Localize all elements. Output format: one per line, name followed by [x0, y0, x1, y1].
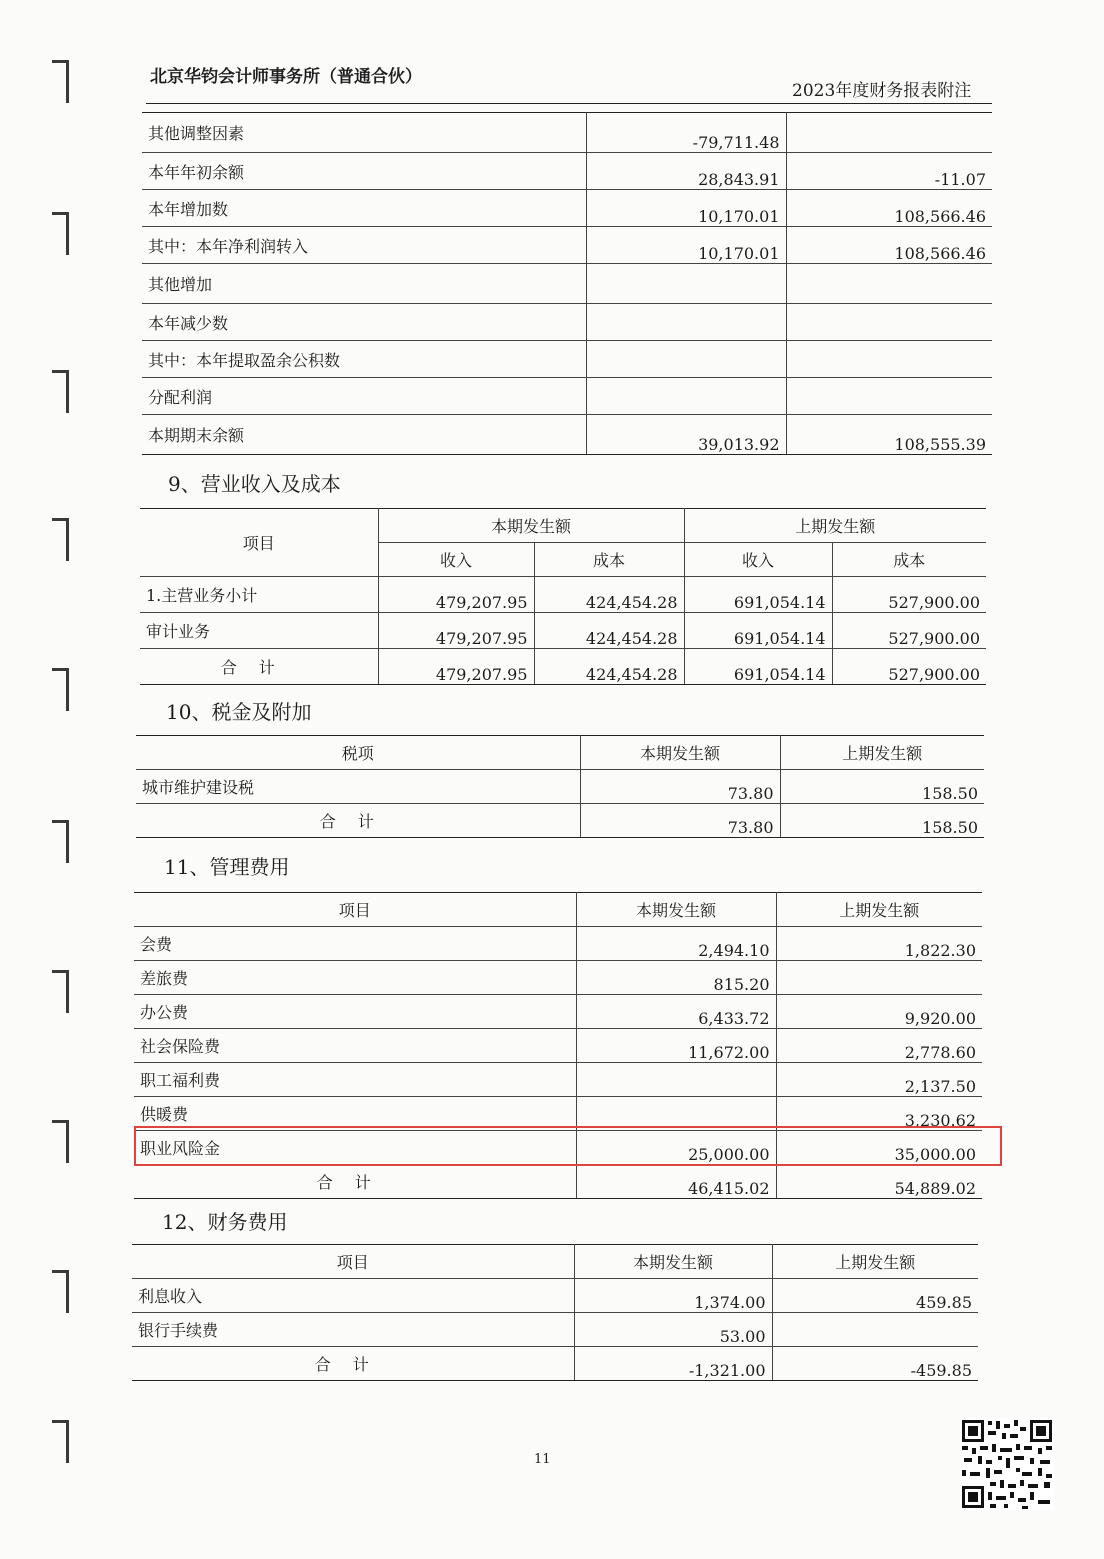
binder-mark	[52, 970, 69, 1013]
prior-value: -11.07	[786, 153, 992, 190]
section-title-admin: 11、管理费用	[164, 855, 290, 879]
prior-value: 108,555.39	[786, 415, 992, 455]
current-value: 53.00	[574, 1313, 772, 1347]
prior-value: 108,566.46	[786, 227, 992, 264]
current-value: 10,170.01	[586, 227, 786, 264]
section-title-taxes: 10、税金及附加	[166, 700, 312, 724]
prior-value	[786, 378, 992, 415]
current-value: -79,711.48	[586, 113, 786, 153]
column-header-prior: 上期发生额	[684, 509, 986, 543]
total-label: 合计	[136, 804, 580, 838]
current-value: -1,321.00	[574, 1347, 772, 1381]
binder-mark	[52, 212, 69, 255]
table-row	[142, 304, 992, 341]
row-label: 本年减少数	[142, 304, 586, 341]
column-header-item: 税项	[136, 736, 580, 770]
row-label: 其他增加	[142, 264, 586, 304]
row-label: 供暖费	[134, 1097, 576, 1131]
row-label: 本年年初余额	[142, 153, 586, 190]
table-row	[132, 1279, 978, 1313]
table-row	[142, 153, 992, 190]
prior-value	[786, 341, 992, 378]
current-value: 25,000.00	[576, 1131, 776, 1165]
section-title-finance: 12、财务费用	[162, 1210, 288, 1234]
table-row	[142, 190, 992, 227]
column-header-prior: 上期发生额	[776, 893, 982, 927]
prior-cost: 527,900.00	[832, 649, 986, 685]
section-title-revenue: 9、营业收入及成本	[168, 472, 341, 496]
current-value: 11,672.00	[576, 1029, 776, 1063]
binder-mark	[52, 668, 69, 711]
binder-mark	[52, 1420, 69, 1463]
table-row	[132, 1313, 978, 1347]
header-row	[136, 736, 984, 770]
binder-mark	[52, 370, 69, 413]
prior-value	[786, 264, 992, 304]
taxes-table	[136, 735, 984, 838]
column-header-cost: 成本	[534, 543, 684, 577]
firm-name: 北京华钧会计师事务所（普通合伙）	[150, 67, 422, 87]
table-row	[134, 927, 982, 961]
row-label: 利息收入	[132, 1279, 574, 1313]
prior-income: 691,054.14	[684, 649, 832, 685]
prior-value	[776, 961, 982, 995]
current-value: 39,013.92	[586, 415, 786, 455]
table-row	[134, 1063, 982, 1097]
current-value: 73.80	[580, 804, 780, 838]
row-label: 社会保险费	[134, 1029, 576, 1063]
prior-value: 54,889.02	[776, 1165, 982, 1199]
current-value	[586, 341, 786, 378]
row-label: 其他调整因素	[142, 113, 586, 153]
current-value: 6,433.72	[576, 995, 776, 1029]
current-income: 479,207.95	[378, 649, 534, 685]
prior-value: 459.85	[772, 1279, 978, 1313]
equity-table	[142, 112, 992, 455]
row-label: 银行手续费	[132, 1313, 574, 1347]
column-header-prior: 上期发生额	[772, 1245, 978, 1279]
column-header-current: 本期发生额	[378, 509, 684, 543]
column-header-current: 本期发生额	[574, 1245, 772, 1279]
row-label: 职业风险金	[134, 1131, 576, 1165]
prior-value	[772, 1313, 978, 1347]
prior-value: 2,137.50	[776, 1063, 982, 1097]
prior-value	[786, 304, 992, 341]
row-label: 本期期末余额	[142, 415, 586, 455]
column-header-income: 收入	[378, 543, 534, 577]
table-row	[134, 1165, 982, 1199]
column-header-item: 项目	[134, 893, 576, 927]
column-header-current: 本期发生额	[580, 736, 780, 770]
prior-value: 2,778.60	[776, 1029, 982, 1063]
current-value: 1,374.00	[574, 1279, 772, 1313]
table-row	[142, 415, 992, 455]
current-income: 479,207.95	[378, 613, 534, 649]
binder-mark	[52, 60, 69, 103]
row-label: 分配利润	[142, 378, 586, 415]
current-value: 46,415.02	[576, 1165, 776, 1199]
current-value	[586, 304, 786, 341]
current-value	[586, 264, 786, 304]
finance-table	[132, 1244, 978, 1381]
prior-income: 691,054.14	[684, 613, 832, 649]
row-label: 其中：本年净利润转入	[142, 227, 586, 264]
current-value	[586, 378, 786, 415]
total-label: 合计	[134, 1165, 576, 1199]
prior-value: 158.50	[780, 804, 984, 838]
binder-mark	[52, 1270, 69, 1313]
header-row	[134, 893, 982, 927]
highlight-box	[134, 1126, 1002, 1166]
table-row	[140, 649, 986, 685]
header-rule	[146, 103, 992, 104]
table-row	[136, 770, 984, 804]
table-row	[134, 1029, 982, 1063]
column-header-cost: 成本	[832, 543, 986, 577]
table-row	[142, 341, 992, 378]
current-value: 815.20	[576, 961, 776, 995]
header-row	[140, 509, 986, 543]
current-value: 10,170.01	[586, 190, 786, 227]
header-row	[132, 1245, 978, 1279]
column-header-income: 收入	[684, 543, 832, 577]
revenue-table	[140, 508, 986, 685]
current-value: 73.80	[580, 770, 780, 804]
prior-cost: 527,900.00	[832, 613, 986, 649]
table-row	[140, 613, 986, 649]
prior-value: 35,000.00	[776, 1131, 982, 1165]
table-row	[136, 804, 984, 838]
report-title: 2023年度财务报表附注	[792, 81, 972, 101]
row-label: 差旅费	[134, 961, 576, 995]
binder-mark	[52, 820, 69, 863]
column-header-item: 项目	[132, 1245, 574, 1279]
row-label: 职工福利费	[134, 1063, 576, 1097]
table-row	[142, 378, 992, 415]
prior-cost: 527,900.00	[832, 577, 986, 613]
page-number: 11	[534, 1452, 551, 1467]
prior-value: 9,920.00	[776, 995, 982, 1029]
column-header-current: 本期发生额	[576, 893, 776, 927]
current-value	[576, 1063, 776, 1097]
column-header-item: 项目	[140, 509, 378, 577]
current-cost: 424,454.28	[534, 577, 684, 613]
binder-mark	[52, 518, 69, 561]
table-row	[140, 577, 986, 613]
row-label: 其中：本年提取盈余公积数	[142, 341, 586, 378]
prior-income: 691,054.14	[684, 577, 832, 613]
prior-value: 158.50	[780, 770, 984, 804]
row-label: 会费	[134, 927, 576, 961]
table-row	[142, 264, 992, 304]
row-label: 审计业务	[140, 613, 378, 649]
binder-mark	[52, 1120, 69, 1163]
prior-value: 3,230.62	[776, 1097, 982, 1131]
prior-value: -459.85	[772, 1347, 978, 1381]
table-row	[134, 961, 982, 995]
table-row	[142, 113, 992, 153]
current-cost: 424,454.28	[534, 649, 684, 685]
column-header-prior: 上期发生额	[780, 736, 984, 770]
table-row	[132, 1347, 978, 1381]
row-label: 1.主营业务小计	[140, 577, 378, 613]
table-row	[134, 995, 982, 1029]
row-label: 城市维护建设税	[136, 770, 580, 804]
table-row	[142, 227, 992, 264]
qr-code-icon	[960, 1418, 1054, 1510]
prior-value: 1,822.30	[776, 927, 982, 961]
row-label: 本年增加数	[142, 190, 586, 227]
row-label: 办公费	[134, 995, 576, 1029]
current-cost: 424,454.28	[534, 613, 684, 649]
current-income: 479,207.95	[378, 577, 534, 613]
total-label: 合计	[132, 1347, 574, 1381]
current-value: 2,494.10	[576, 927, 776, 961]
prior-value: 108,566.46	[786, 190, 992, 227]
current-value: 28,843.91	[586, 153, 786, 190]
prior-value	[786, 113, 992, 153]
total-label: 合计	[140, 649, 378, 685]
